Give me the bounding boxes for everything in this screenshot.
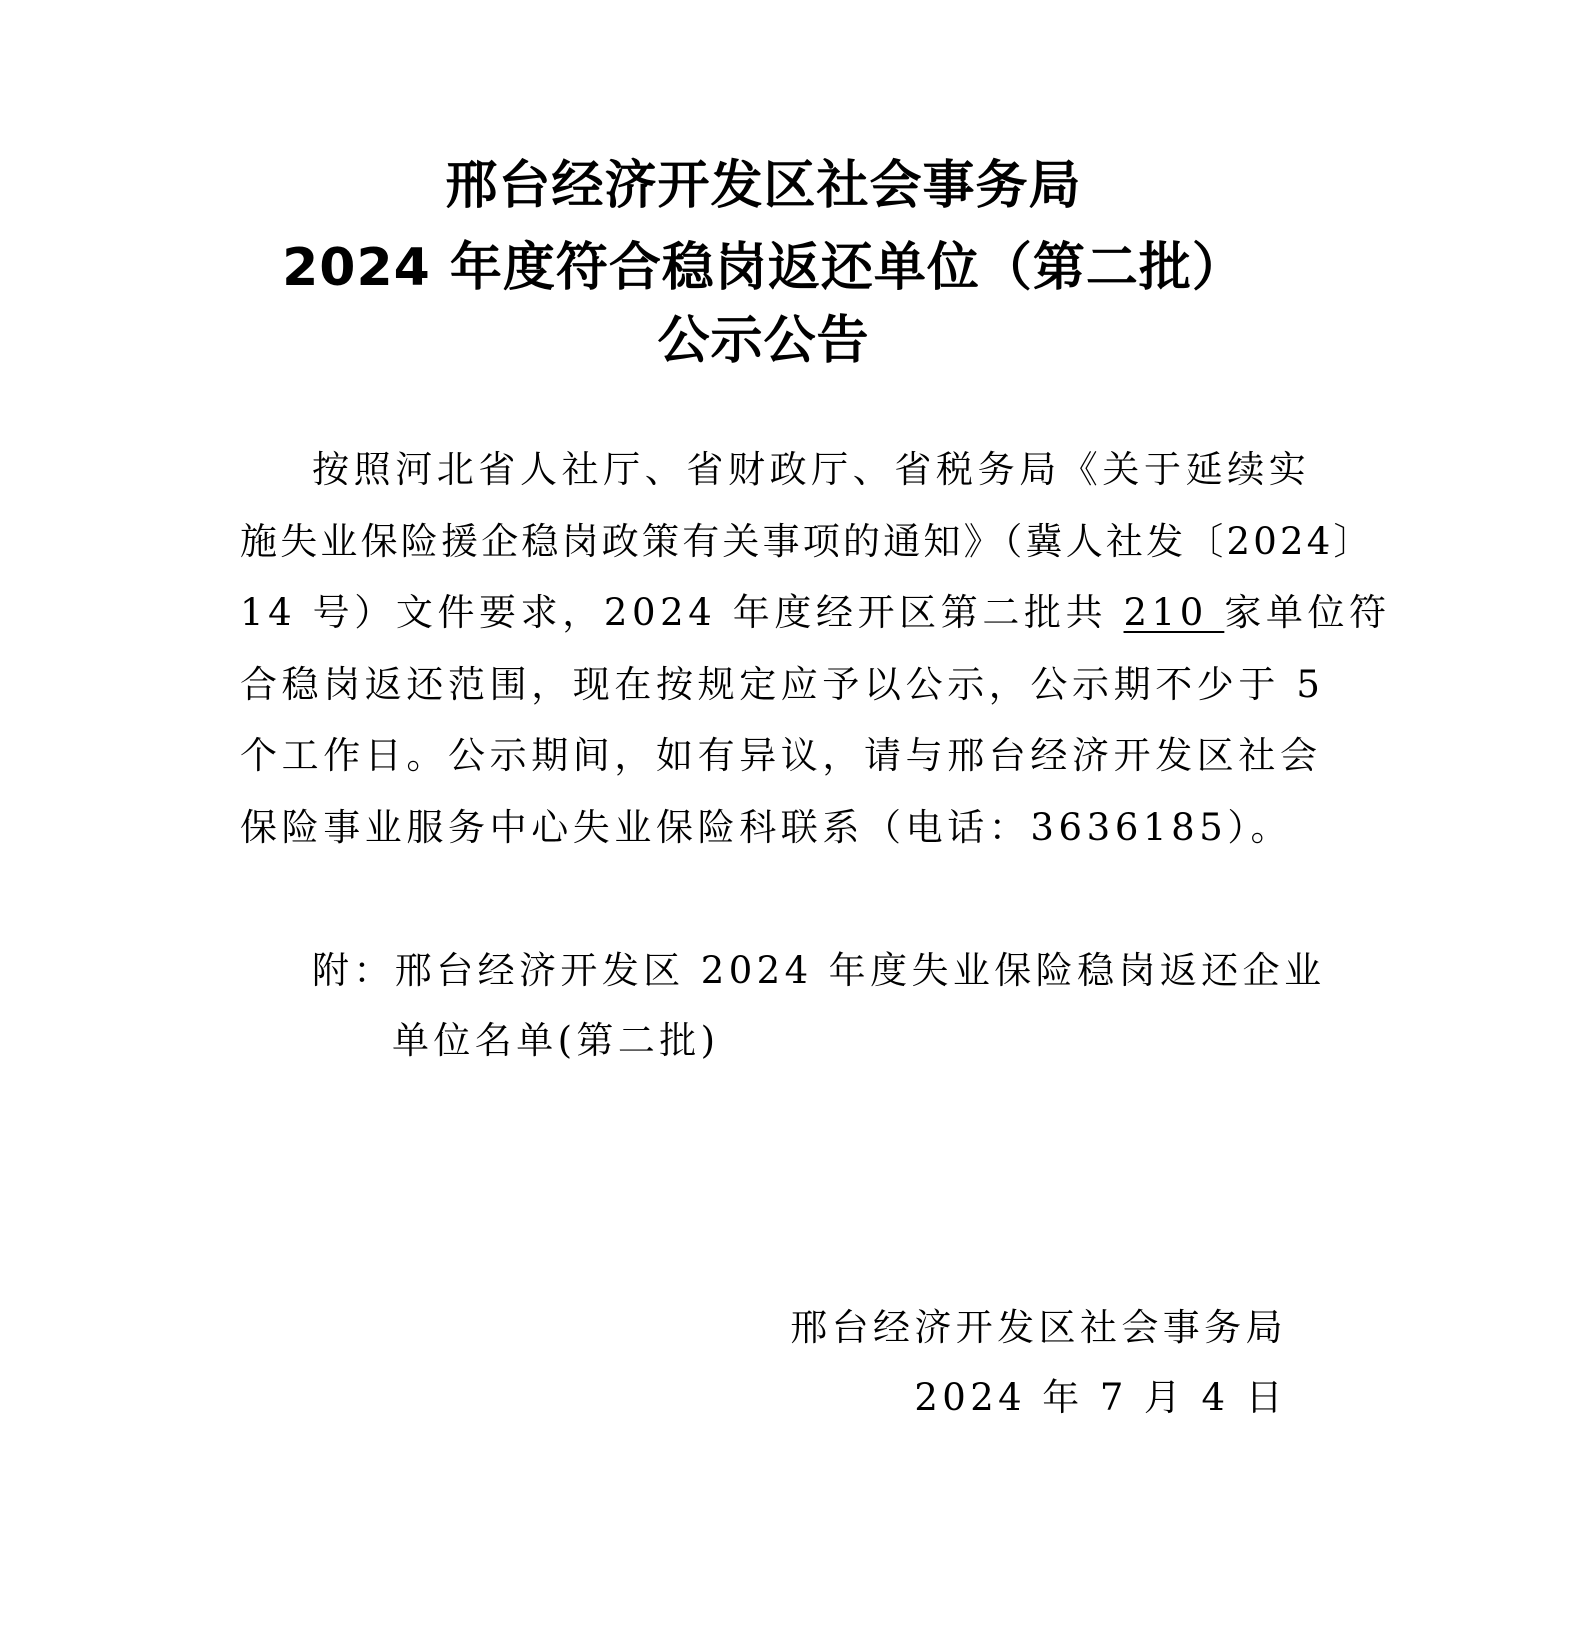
body-paragraph-line-1: 按照河北省人社厅、省财政厅、省税务局《关于延续实 <box>312 448 1311 491</box>
page-title-line-3: 公示公告 <box>657 311 870 371</box>
page-title-line-1: 邢台经济开发区社会事务局 <box>445 156 1082 216</box>
body-paragraph-line-2: 施失业保险援企稳岗政策有关事项的通知》（冀人社发〔2024〕 <box>240 520 1374 563</box>
body-paragraph-line-3 <box>240 577 1391 649</box>
unit-count-value: 210 <box>1123 591 1225 634</box>
signature-organization: 邢台经济开发区社会事务局 <box>790 1306 1287 1349</box>
body-text-segment: 家单位符 <box>1224 591 1391 634</box>
body-text-segment: 14 号）文件要求，2024 年度经开区第二批共 <box>240 591 1124 634</box>
body-paragraph-line-6: 保险事业服务中心失业保险科联系（电话：3636185）。 <box>240 806 1293 849</box>
signature-date: 2024 年 7 月 4 日 <box>914 1376 1287 1419</box>
body-paragraph-line-5: 个工作日。公示期间，如有异议，请与邢台经济开发区社会 <box>240 734 1322 777</box>
body-paragraph-line-4: 合稳岗返还范围，现在按规定应予以公示，公示期不少于 5 <box>240 663 1325 706</box>
attachment-line-1: 附：邢台经济开发区 2024 年度失业保险稳岗返还企业 <box>312 949 1326 992</box>
page-title-line-2: 2024 年度符合稳岗返还单位（第二批） <box>282 238 1245 298</box>
attachment-line-2: 单位名单(第二批) <box>392 1019 720 1062</box>
